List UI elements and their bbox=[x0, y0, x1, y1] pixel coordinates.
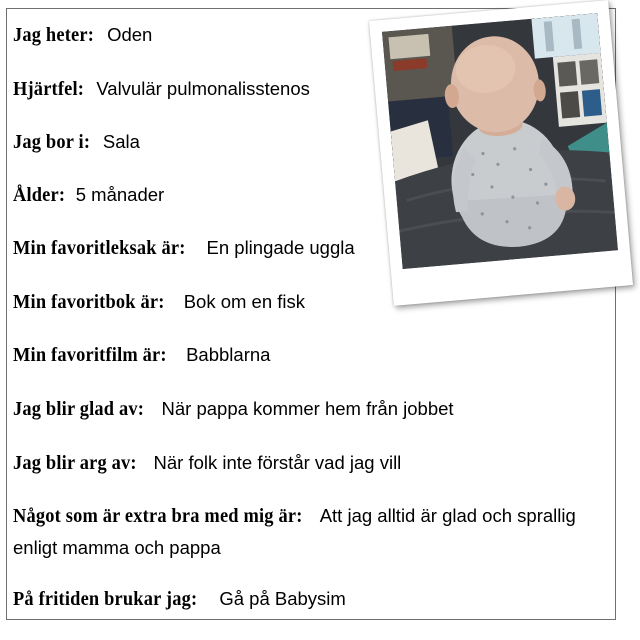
field-label: Något som är extra bra med mig är: bbox=[13, 505, 303, 527]
field-value: 5 månader bbox=[75, 184, 165, 205]
field-value: Babblarna bbox=[186, 344, 271, 365]
field-value: Valvulär pulmonalisstenos bbox=[96, 78, 310, 99]
field-value: När folk inte förstår vad jag vill bbox=[153, 452, 402, 473]
field-value: Oden bbox=[107, 24, 153, 45]
field-value: Bok om en fisk bbox=[183, 291, 306, 312]
field-value: Gå på Babysim bbox=[219, 588, 346, 609]
field-label: Ålder: bbox=[13, 184, 66, 206]
baby-photo bbox=[382, 13, 618, 269]
field-label: Jag bor i: bbox=[13, 131, 91, 153]
field-favorite-film bbox=[13, 340, 598, 372]
polaroid-photo bbox=[369, 0, 633, 306]
field-label: Min favoritleksak är: bbox=[13, 237, 186, 259]
field-label: Min favoritfilm är: bbox=[13, 344, 167, 366]
field-value: Att jag alltid är glad och sprallig enligt mamma och pappa bbox=[13, 505, 576, 558]
field-value: Sala bbox=[102, 131, 140, 152]
field-happy-from bbox=[13, 394, 598, 426]
field-spare-time bbox=[13, 584, 598, 616]
field-label: Hjärtfel: bbox=[13, 78, 85, 100]
field-label: Jag blir arg av: bbox=[13, 452, 137, 474]
field-label: Min favoritbok är: bbox=[13, 291, 165, 313]
field-extra-good bbox=[13, 501, 598, 565]
field-label: På fritiden brukar jag: bbox=[13, 588, 198, 610]
field-value: En plingade uggla bbox=[206, 237, 355, 258]
field-value: När pappa kommer hem från jobbet bbox=[161, 398, 454, 419]
field-angry-from bbox=[13, 448, 598, 480]
baby-photo-illustration bbox=[382, 13, 618, 269]
field-label: Jag blir glad av: bbox=[13, 398, 145, 420]
field-label: Jag heter: bbox=[13, 24, 95, 46]
